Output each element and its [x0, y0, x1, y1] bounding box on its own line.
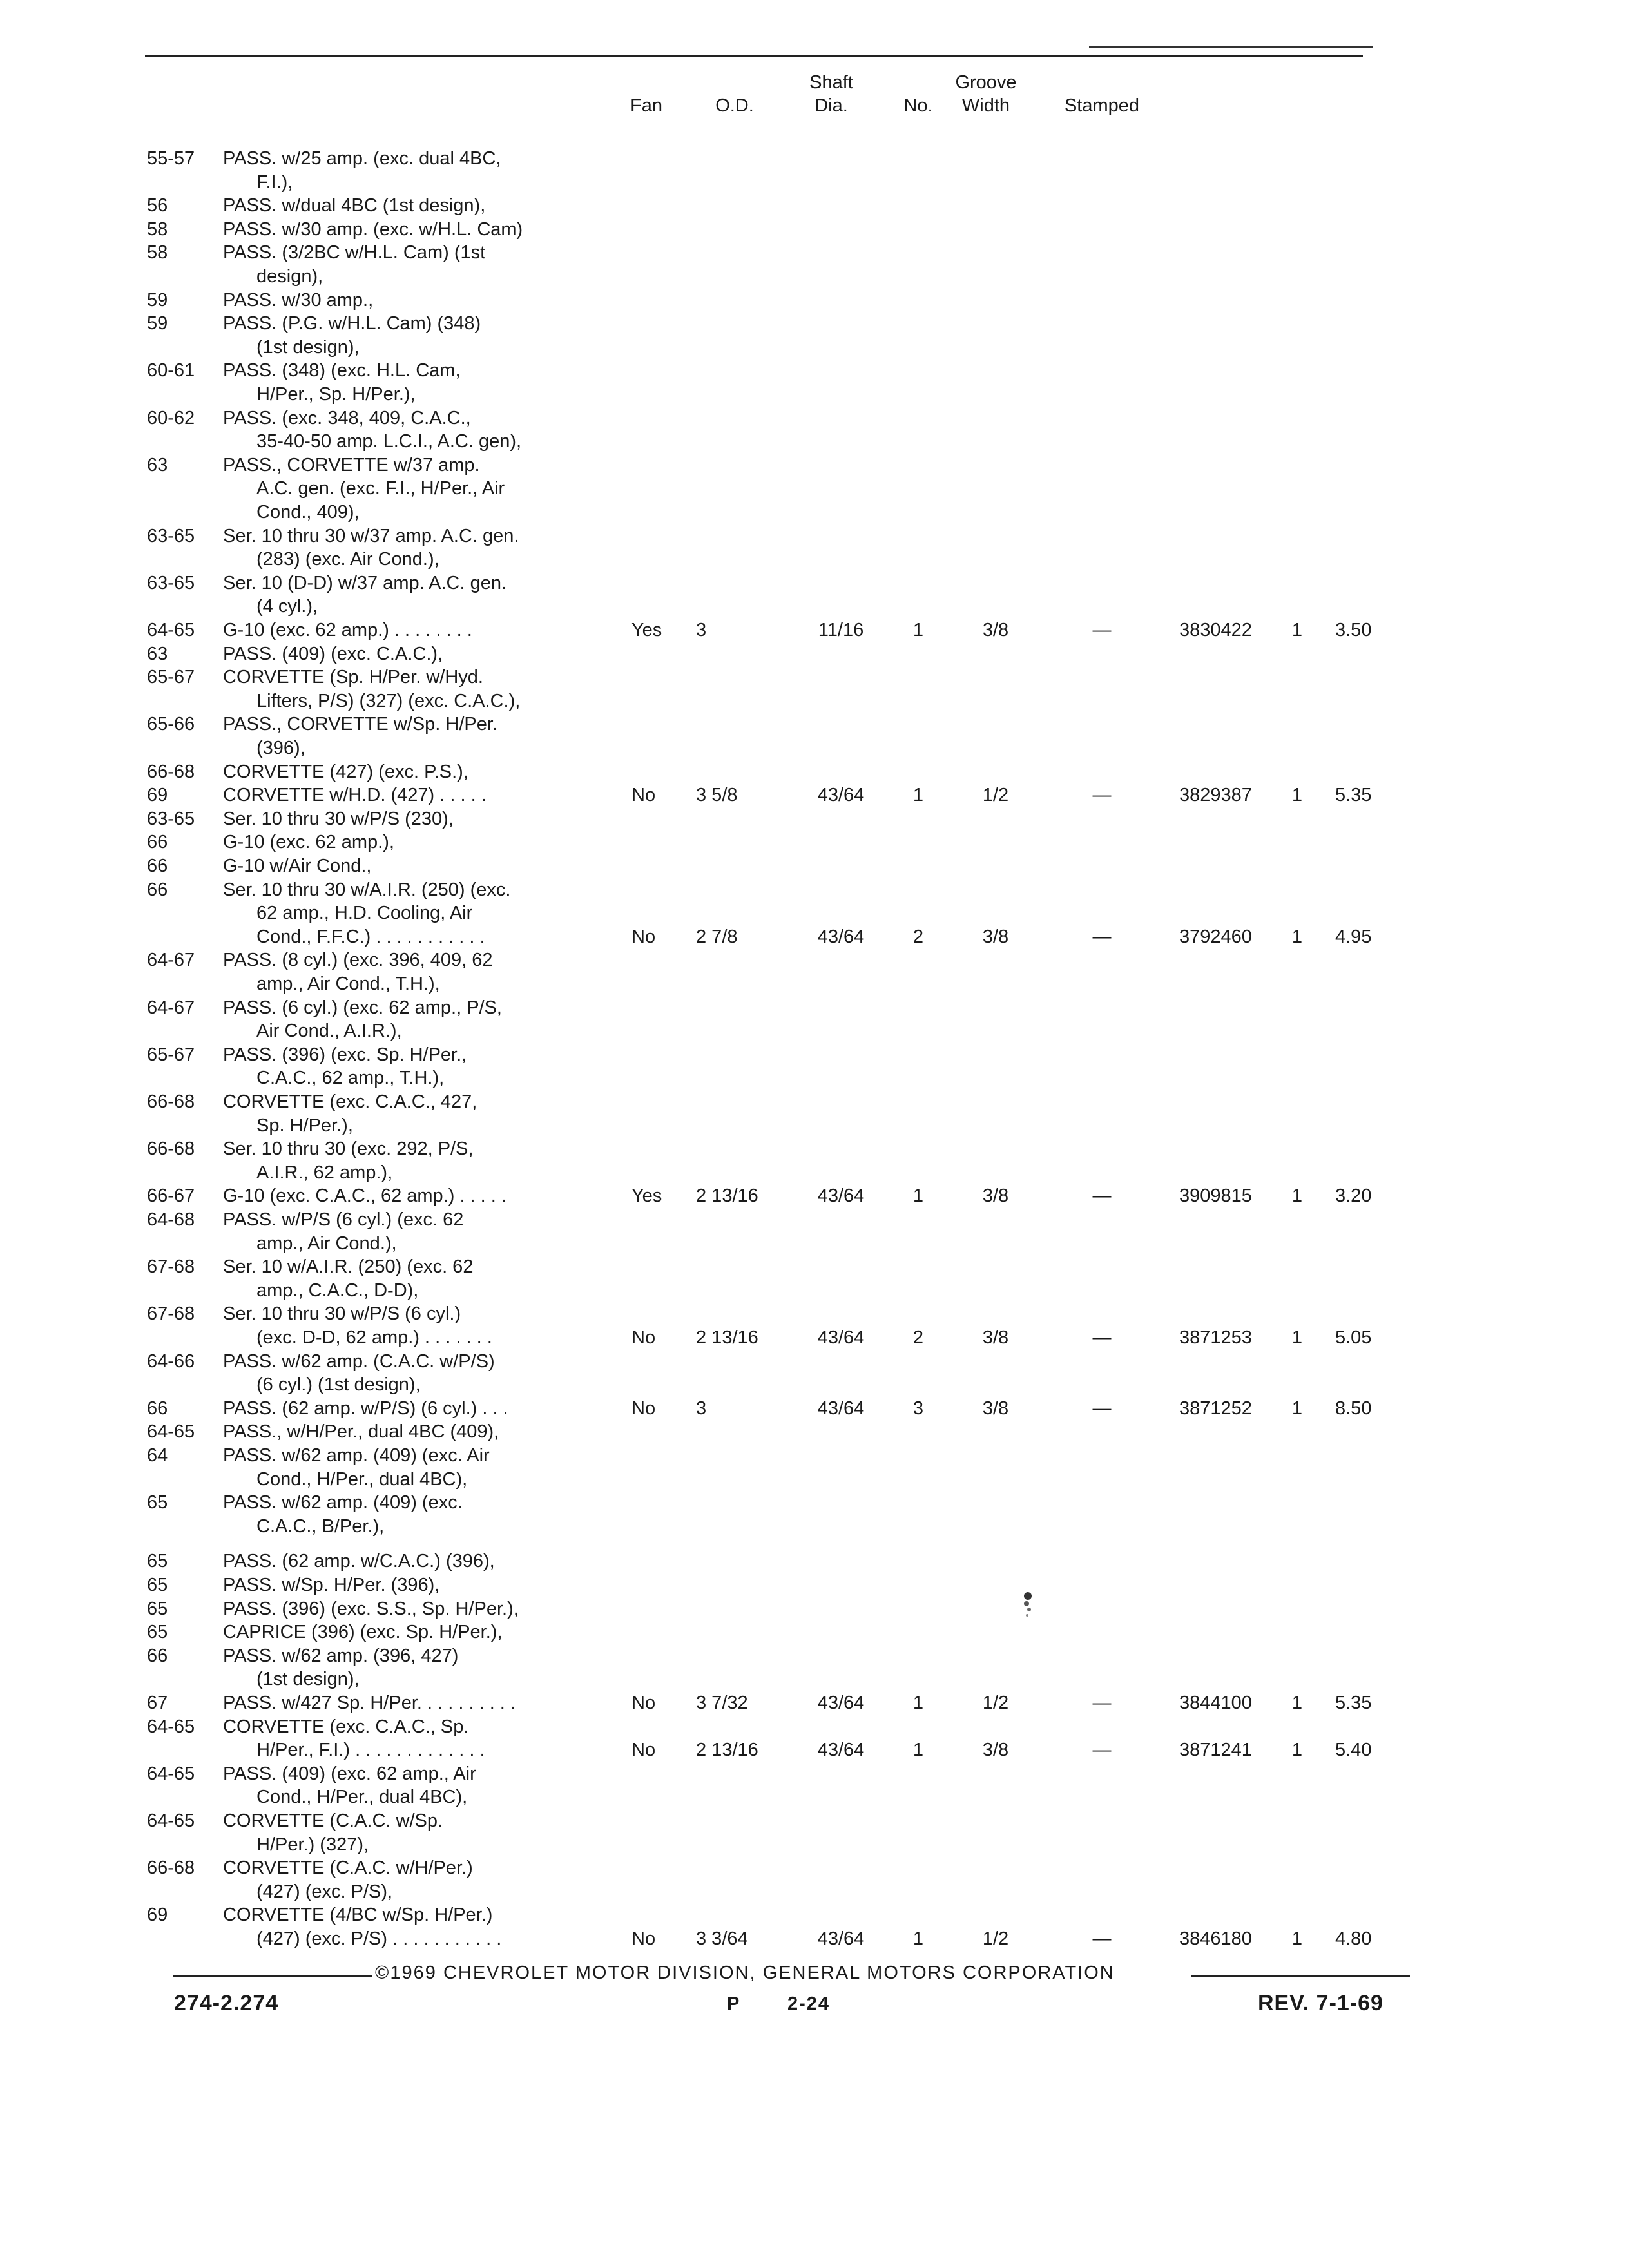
row-stamped: —: [1092, 1398, 1112, 1419]
row-description: amp., Air Cond., T.H.),: [256, 974, 440, 994]
row-description: PASS. (396) (exc. S.S., Sp. H/Per.),: [223, 1599, 519, 1619]
row-description: CORVETTE w/H.D. (427) . . . . .: [223, 785, 487, 805]
row-year: 64: [147, 1445, 168, 1466]
row-description: C.A.C., 62 amp., T.H.),: [256, 1068, 445, 1088]
row-groove-count: 1: [912, 620, 924, 640]
row-description: PASS. (6 cyl.) (exc. 62 amp., P/S,: [223, 997, 502, 1018]
header-shaft-line2: Dia.: [815, 95, 848, 116]
row-description: PASS. w/Sp. H/Per. (396),: [223, 1575, 440, 1595]
row-description: CORVETTE (exc. C.A.C., 427,: [223, 1091, 477, 1112]
row-stamped: —: [1092, 1928, 1112, 1949]
row-description: CORVETTE (C.A.C. w/H/Per.): [223, 1858, 473, 1878]
row-description: (427) (exc. P/S) . . . . . . . . . . .: [256, 1928, 502, 1949]
row-description: CAPRICE (396) (exc. Sp. H/Per.),: [223, 1622, 503, 1642]
row-description: PASS. w/25 amp. (exc. dual 4BC,: [223, 148, 501, 169]
row-stamped: —: [1092, 1327, 1112, 1348]
row-description: amp., C.A.C., D-D),: [256, 1280, 419, 1301]
header-stamped: Stamped: [1064, 95, 1140, 116]
row-description: H/Per.) (327),: [256, 1834, 369, 1855]
row-groove-count: 1: [912, 785, 924, 805]
row-description: Cond., F.F.C.) . . . . . . . . . . .: [256, 927, 485, 947]
row-description: (exc. D-D, 62 amp.) . . . . . . .: [256, 1327, 492, 1348]
row-year: 58: [147, 219, 168, 240]
footer-rule-left: [173, 1975, 372, 1977]
row-description: PASS. w/62 amp. (409) (exc. Air: [223, 1445, 490, 1466]
row-shaft-dia: 43/64: [817, 1327, 865, 1348]
row-description: A.I.R., 62 amp.),: [256, 1162, 393, 1183]
row-description: PASS. (409) (exc. C.A.C.),: [223, 644, 443, 664]
row-year: 65-67: [147, 667, 195, 687]
row-description: PASS. (348) (exc. H.L. Cam,: [223, 360, 461, 381]
row-year: 64-65: [147, 620, 195, 640]
row-fan: No: [631, 927, 656, 947]
row-description: H/Per., F.I.) . . . . . . . . . . . . .: [256, 1740, 485, 1760]
row-fan: No: [631, 785, 656, 805]
row-description: Ser. 10 thru 30 w/P/S (230),: [223, 809, 454, 829]
row-description: design),: [256, 266, 323, 287]
row-year: 65: [147, 1492, 168, 1513]
row-quantity: 1: [1291, 927, 1303, 947]
row-description: PASS. w/427 Sp. H/Per. . . . . . . . . .: [223, 1693, 516, 1713]
row-description: Cond., 409),: [256, 502, 360, 523]
row-price: 5.35: [1335, 1693, 1372, 1713]
row-year: 63-65: [147, 809, 195, 829]
row-shaft-dia: 43/64: [817, 927, 865, 947]
row-description: H/Per., Sp. H/Per.),: [256, 384, 416, 405]
row-part-number: 3871253: [1179, 1327, 1252, 1348]
row-stamped: —: [1092, 1693, 1112, 1713]
row-od: 3 7/32: [696, 1693, 748, 1713]
row-year: 64-68: [147, 1209, 195, 1230]
footer-rule-right: [1191, 1975, 1410, 1977]
header-od: O.D.: [715, 95, 754, 116]
header-no: No.: [903, 95, 933, 116]
row-description: Ser. 10 thru 30 w/37 amp. A.C. gen.: [223, 526, 519, 546]
row-od: 3 3/64: [696, 1928, 748, 1949]
row-description: G-10 (exc. 62 amp.),: [223, 832, 394, 852]
row-year: 64-65: [147, 1763, 195, 1784]
row-year: 64-66: [147, 1351, 195, 1372]
row-description: (1st design),: [256, 337, 360, 358]
row-groove-width: 3/8: [982, 1186, 1009, 1206]
row-description: CORVETTE (Sp. H/Per. w/Hyd.: [223, 667, 483, 687]
row-year: 65: [147, 1599, 168, 1619]
row-description: PASS., w/H/Per., dual 4BC (409),: [223, 1421, 499, 1442]
row-description: PASS. w/62 amp. (409) (exc.: [223, 1492, 463, 1513]
row-description: (283) (exc. Air Cond.),: [256, 549, 439, 570]
row-description: CORVETTE (4/BC w/Sp. H/Per.): [223, 1905, 493, 1925]
print-smudge: [1018, 1588, 1037, 1624]
row-year: 64-65: [147, 1716, 195, 1737]
row-part-number: 3909815: [1179, 1186, 1252, 1206]
row-description: Ser. 10 thru 30 (exc. 292, P/S,: [223, 1139, 474, 1159]
row-year: 60-62: [147, 408, 195, 428]
row-quantity: 1: [1291, 1398, 1303, 1419]
row-shaft-dia: 43/64: [817, 1398, 865, 1419]
row-description: PASS. (409) (exc. 62 amp., Air: [223, 1763, 476, 1784]
row-description: amp., Air Cond.),: [256, 1233, 397, 1254]
row-od: 3: [696, 1398, 707, 1419]
row-price: 5.35: [1335, 785, 1372, 805]
row-year: 56: [147, 195, 168, 216]
row-price: 3.50: [1335, 620, 1372, 640]
row-shaft-dia: 43/64: [817, 1186, 865, 1206]
row-description: PASS. (396) (exc. Sp. H/Per.,: [223, 1044, 467, 1065]
row-stamped: —: [1092, 620, 1112, 640]
row-part-number: 3844100: [1179, 1693, 1252, 1713]
row-year: 64-65: [147, 1421, 195, 1442]
row-description: CORVETTE (C.A.C. w/Sp.: [223, 1811, 443, 1831]
row-description: PASS. (P.G. w/H.L. Cam) (348): [223, 313, 481, 334]
row-groove-count: 1: [912, 1740, 924, 1760]
row-price: 5.05: [1335, 1327, 1372, 1348]
row-year: 55-57: [147, 148, 195, 169]
row-quantity: 1: [1291, 1693, 1303, 1713]
row-shaft-dia: 43/64: [817, 1928, 865, 1949]
footer-left-code: 274-2.274: [174, 1991, 279, 2015]
row-quantity: 1: [1291, 1327, 1303, 1348]
row-description: G-10 w/Air Cond.,: [223, 856, 372, 876]
row-description: Cond., H/Per., dual 4BC),: [256, 1787, 468, 1807]
row-year: 66-68: [147, 1139, 195, 1159]
row-description: G-10 (exc. 62 amp.) . . . . . . . .: [223, 620, 472, 640]
row-price: 4.80: [1335, 1928, 1372, 1949]
row-fan: No: [631, 1398, 656, 1419]
row-year: 59: [147, 290, 168, 311]
row-year: 69: [147, 785, 168, 805]
row-fan: No: [631, 1327, 656, 1348]
row-groove-width: 3/8: [982, 927, 1009, 947]
row-year: 67-68: [147, 1303, 195, 1324]
row-shaft-dia: 43/64: [817, 785, 865, 805]
row-description: Ser. 10 (D-D) w/37 amp. A.C. gen.: [223, 573, 507, 593]
row-quantity: 1: [1291, 1740, 1303, 1760]
row-year: 63: [147, 455, 168, 476]
row-fan: No: [631, 1693, 656, 1713]
row-groove-width: 1/2: [982, 785, 1009, 805]
row-od: 3: [696, 620, 707, 640]
row-description: Ser. 10 thru 30 w/P/S (6 cyl.): [223, 1303, 461, 1324]
row-description: (1st design),: [256, 1669, 360, 1689]
row-year: 66: [147, 1398, 168, 1419]
row-description: PASS. w/P/S (6 cyl.) (exc. 62: [223, 1209, 464, 1230]
row-year: 67: [147, 1693, 168, 1713]
row-year: 65: [147, 1622, 168, 1642]
row-quantity: 1: [1291, 1928, 1303, 1949]
row-quantity: 1: [1291, 1186, 1303, 1206]
row-year: 66: [147, 879, 168, 900]
row-year: 64-67: [147, 997, 195, 1018]
row-description: (427) (exc. P/S),: [256, 1881, 393, 1902]
row-description: Cond., H/Per., dual 4BC),: [256, 1469, 468, 1490]
row-description: PASS. (62 amp. w/C.A.C.) (396),: [223, 1551, 495, 1571]
row-groove-width: 3/8: [982, 1327, 1009, 1348]
row-description: 35-40-50 amp. L.C.I., A.C. gen),: [256, 431, 522, 452]
row-groove-count: 1: [912, 1693, 924, 1713]
row-description: (4 cyl.),: [256, 596, 318, 617]
row-description: PASS. w/62 amp. (C.A.C. w/P/S): [223, 1351, 495, 1372]
row-description: (396),: [256, 738, 305, 758]
row-part-number: 3871241: [1179, 1740, 1252, 1760]
row-year: 60-61: [147, 360, 195, 381]
row-year: 66: [147, 1646, 168, 1666]
row-year: 63-65: [147, 526, 195, 546]
row-description: G-10 (exc. C.A.C., 62 amp.) . . . . .: [223, 1186, 506, 1206]
row-year: 66: [147, 856, 168, 876]
row-groove-count: 1: [912, 1186, 924, 1206]
row-year: 63-65: [147, 573, 195, 593]
row-description: PASS., CORVETTE w/37 amp.: [223, 455, 480, 476]
footer-copyright: ©1969 CHEVROLET MOTOR DIVISION, GENERAL MOTORS CORPORATION: [375, 1963, 1115, 1983]
row-part-number: 3871252: [1179, 1398, 1252, 1419]
row-groove-count: 1: [912, 1928, 924, 1949]
header-groove-line1: Groove: [955, 72, 1017, 93]
row-year: 65: [147, 1551, 168, 1571]
row-shaft-dia: 43/64: [817, 1693, 865, 1713]
row-description: 62 amp., H.D. Cooling, Air: [256, 903, 473, 923]
row-quantity: 1: [1291, 785, 1303, 805]
row-quantity: 1: [1291, 620, 1303, 640]
row-description: PASS. w/30 amp.,: [223, 290, 374, 311]
row-groove-count: 3: [912, 1398, 924, 1419]
row-year: 58: [147, 242, 168, 263]
row-description: F.I.),: [256, 172, 293, 193]
row-year: 67-68: [147, 1256, 195, 1277]
row-description: Ser. 10 thru 30 w/A.I.R. (250) (exc.: [223, 879, 511, 900]
header-shaft-line1: Shaft: [809, 72, 853, 93]
row-year: 65-67: [147, 1044, 195, 1065]
row-price: 8.50: [1335, 1398, 1372, 1419]
row-description: PASS. (62 amp. w/P/S) (6 cyl.) . . .: [223, 1398, 508, 1419]
row-od: 2 7/8: [696, 927, 738, 947]
footer-center-code: P: [727, 1994, 741, 2014]
row-description: PASS. w/dual 4BC (1st design),: [223, 195, 486, 216]
row-stamped: —: [1092, 927, 1112, 947]
row-price: 3.20: [1335, 1186, 1372, 1206]
row-stamped: —: [1092, 1740, 1112, 1760]
row-fan: Yes: [631, 620, 662, 640]
row-od: 2 13/16: [696, 1740, 758, 1760]
row-year: 65: [147, 1575, 168, 1595]
row-description: A.C. gen. (exc. F.I., H/Per., Air: [256, 478, 505, 499]
row-description: PASS., CORVETTE w/Sp. H/Per.: [223, 714, 497, 735]
row-year: 64-65: [147, 1811, 195, 1831]
row-fan: Yes: [631, 1186, 662, 1206]
row-fan: No: [631, 1740, 656, 1760]
row-price: 5.40: [1335, 1740, 1372, 1760]
row-description: Lifters, P/S) (327) (exc. C.A.C.),: [256, 691, 521, 711]
row-groove-width: 1/2: [982, 1928, 1009, 1949]
row-groove-count: 2: [912, 1327, 924, 1348]
header-fan: Fan: [630, 95, 662, 116]
row-stamped: —: [1092, 785, 1112, 805]
row-price: 4.95: [1335, 927, 1372, 947]
row-description: Air Cond., A.I.R.),: [256, 1021, 402, 1041]
row-fan: No: [631, 1928, 656, 1949]
row-shaft-dia: 43/64: [817, 1740, 865, 1760]
row-od: 2 13/16: [696, 1186, 758, 1206]
row-groove-width: 3/8: [982, 620, 1009, 640]
row-part-number: 3829387: [1179, 785, 1252, 805]
row-part-number: 3846180: [1179, 1928, 1252, 1949]
row-od: 2 13/16: [696, 1327, 758, 1348]
header-groove-line2: Width: [961, 95, 1010, 116]
footer-revision: REV. 7-1-69: [1258, 1991, 1383, 2015]
row-year: 63: [147, 644, 168, 664]
row-description: Sp. H/Per.),: [256, 1115, 353, 1136]
row-groove-count: 2: [912, 927, 924, 947]
row-part-number: 3830422: [1179, 620, 1252, 640]
row-year: 64-67: [147, 950, 195, 970]
row-description: PASS. w/62 amp. (396, 427): [223, 1646, 459, 1666]
row-groove-width: 3/8: [982, 1398, 1009, 1419]
row-description: PASS. (8 cyl.) (exc. 396, 409, 62: [223, 950, 493, 970]
row-description: C.A.C., B/Per.),: [256, 1516, 385, 1537]
row-year: 66-67: [147, 1186, 195, 1206]
row-year: 59: [147, 313, 168, 334]
row-description: PASS. (3/2BC w/H.L. Cam) (1st: [223, 242, 486, 263]
row-stamped: —: [1092, 1186, 1112, 1206]
row-year: 69: [147, 1905, 168, 1925]
row-year: 65-66: [147, 714, 195, 735]
row-year: 66-68: [147, 1091, 195, 1112]
row-shaft-dia: 11/16: [818, 620, 864, 640]
row-year: 66-68: [147, 762, 195, 782]
row-description: PASS. (exc. 348, 409, C.A.C.,: [223, 408, 471, 428]
row-groove-width: 1/2: [982, 1693, 1009, 1713]
row-year: 66-68: [147, 1858, 195, 1878]
row-year: 66: [147, 832, 168, 852]
row-description: Ser. 10 w/A.I.R. (250) (exc. 62: [223, 1256, 474, 1277]
row-part-number: 3792460: [1179, 927, 1252, 947]
row-description: CORVETTE (exc. C.A.C., Sp.: [223, 1716, 469, 1737]
row-groove-width: 3/8: [982, 1740, 1009, 1760]
row-od: 3 5/8: [696, 785, 738, 805]
row-description: (6 cyl.) (1st design),: [256, 1374, 421, 1395]
row-description: PASS. w/30 amp. (exc. w/H.L. Cam): [223, 219, 523, 240]
footer-page-number: 2-24: [787, 1994, 831, 2014]
row-description: CORVETTE (427) (exc. P.S.),: [223, 762, 468, 782]
